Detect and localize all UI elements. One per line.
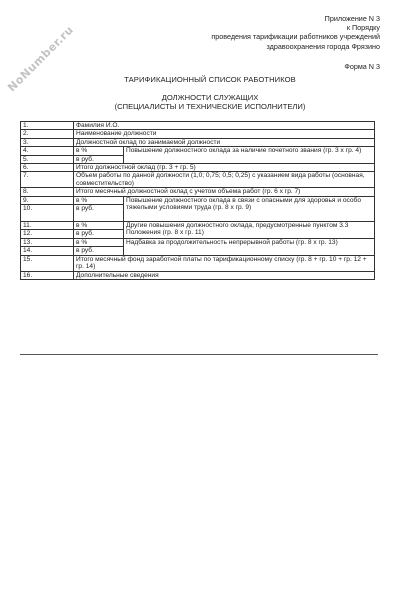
row-number: 15. [21,255,74,271]
header-line: здравоохранения города Фрязино [266,41,380,51]
row-unit: в руб. [74,247,124,255]
header-line: проведения тарификации работников учреждений [211,32,380,42]
watermark: NoNumber.ru [5,23,77,95]
row-number: 14. [21,247,74,255]
row-text: Фамилия И.О. [74,122,375,130]
row-number: 1. [21,122,74,130]
row-text: Должностной оклад по занимаемой должности [74,138,375,146]
row-unit: в руб. [74,230,124,238]
table-row [21,172,375,188]
row-text: Итого месячный должностной оклад с учетом объема работ (гр. 6 x гр. 7) [74,188,375,196]
subtitle-line: (СПЕЦИАЛИСТЫ И ТЕХНИЧЕСКИЕ ИСПОЛНИТЕЛИ) [114,101,306,111]
table-row [21,138,375,146]
table-row [21,238,375,246]
row-text: Объем работы по данной должности (1,0; 0,75; 0,5; 0,25) с указанием вида работы (основная, совместительство) [74,172,375,188]
table-row [21,188,375,196]
row-unit: в руб. [74,155,124,163]
header-line: Приложение N 3 [324,14,380,23]
table-row [21,196,375,204]
row-number: 12. [21,230,74,238]
row-number: 9. [21,196,74,204]
row-text: Наименование должности [74,130,375,138]
row-text: Повышение должностного оклада за наличие почетного звания (гр. 3 x гр. 4) [124,147,375,164]
header-line: к Порядку [346,23,380,33]
row-number: 10. [21,205,74,222]
row-unit: в % [74,238,124,246]
row-number: 4. [21,147,74,155]
table-row [21,147,375,155]
table-row [21,255,375,271]
row-unit: в % [74,147,124,155]
table-row [21,222,375,230]
row-number: 8. [21,188,74,196]
table-row [21,164,375,172]
row-text: Надбавка за продолжительность непрерывной работы (гр. 8 x гр. 13) [124,238,375,255]
row-unit: в % [74,222,124,230]
row-number: 2. [21,130,74,138]
table-row [21,271,375,279]
row-number: 16. [21,271,74,279]
bottom-divider [20,354,378,355]
row-number: 5. [21,155,74,163]
row-number: 3. [21,138,74,146]
row-unit: в руб. [74,205,124,222]
document-title: ТАРИФИКАЦИОННЫЙ СПИСОК РАБОТНИКОВ [124,75,296,84]
row-number: 7. [21,172,74,188]
row-text: Дополнительные сведения [74,271,375,279]
appendix-header [140,14,380,51]
row-text: Итого должностной оклад (гр. 3 + гр. 5) [74,164,375,172]
row-unit: в % [74,196,124,204]
table-row [21,130,375,138]
row-text: Итого месячный фонд заработной платы по тарификационному списку (гр. 8 + гр. 10 + гр. 12 + гр. 14) [74,255,375,271]
tariff-form-table [20,121,375,280]
document-subtitle [0,94,420,111]
row-number: 13. [21,238,74,246]
subtitle-line: ДОЛЖНОСТИ СЛУЖАЩИХ [161,93,259,102]
row-text: Повышение должностного оклада в связи с опасными для здоровья и особо тяжелыми условиями труда (гр. 8 x гр. 9) [124,196,375,221]
form-number: Форма N 3 [344,62,380,71]
row-number: 6. [21,164,74,172]
row-number: 11. [21,222,74,230]
row-text: Другие повышения должностного оклада, предусмотренные пунктом 3.3 Положения (гр. 8 x гр. 11) [124,222,375,239]
table-row [21,122,375,130]
